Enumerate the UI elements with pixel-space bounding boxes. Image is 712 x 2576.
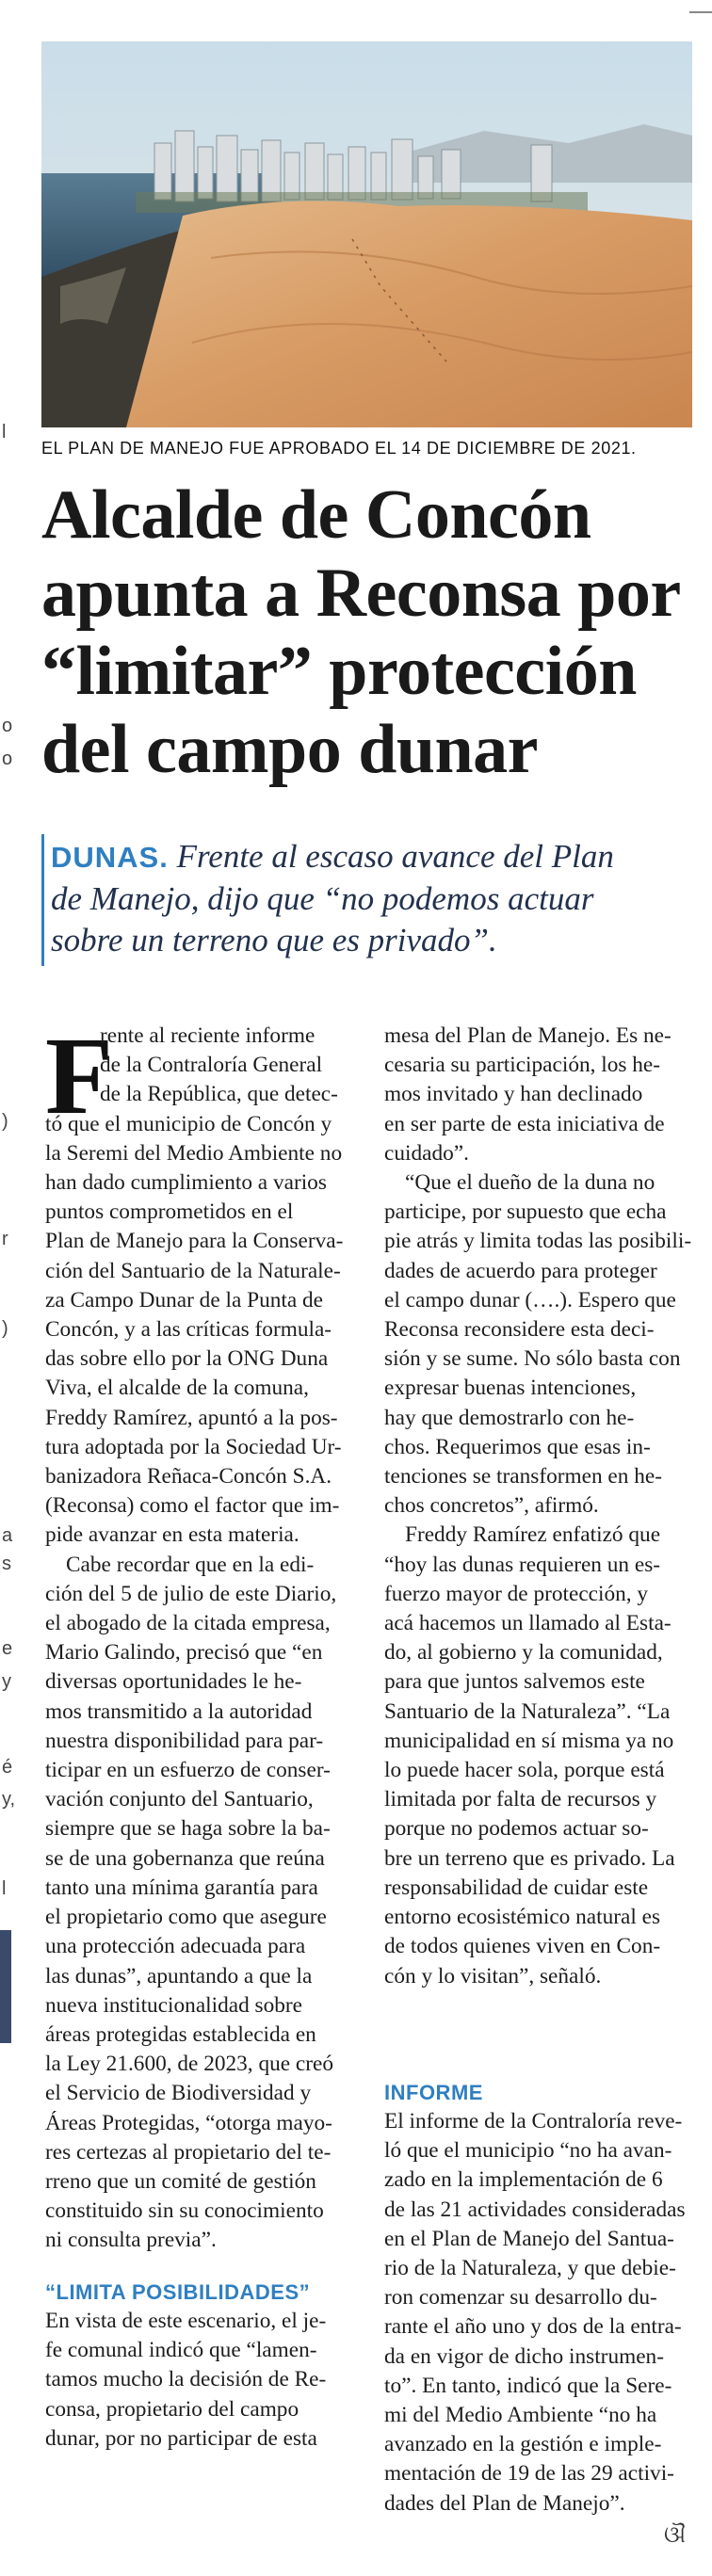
body-line: puntos comprometidos en el [45, 1199, 294, 1225]
body-line: Plan de Manejo para la Conserva- [45, 1229, 344, 1254]
body-line: tura adoptada por la Sociedad Ur- [45, 1434, 342, 1459]
body-line: el propietario como que asegure [45, 1905, 327, 1930]
end-mark-icon: ଔ [664, 2523, 687, 2548]
body-line: en el Plan de Manejo del Santua- [384, 2226, 674, 2251]
body-line: la Ley 21.600, de 2023, que creó [45, 2052, 333, 2077]
body-line: El informe de la Contraloría reve- [384, 2109, 683, 2133]
edge-char: e [2, 1638, 13, 1659]
body-line: lo puede hacer sola, porque está [384, 1758, 665, 1783]
body-line: el abogado de la citada empresa, [45, 1611, 331, 1636]
body-line: do, al gobierno y la comunidad, [384, 1640, 663, 1666]
body-line: para que juntos salvemos este [384, 1669, 645, 1695]
body-line: ni consulta previa”. [45, 2228, 217, 2253]
edge-char: l [2, 1878, 7, 1899]
body-line: cuidado”. [384, 1140, 469, 1166]
body-line: rreno que un comité de gestión [45, 2168, 316, 2194]
body-line: de todos quienes viven en Con- [384, 1934, 661, 1959]
body-line: tó que el municipio de Concón y [45, 1111, 332, 1136]
body-line: pie atrás y limita todas las posibili- [384, 1229, 692, 1254]
body-line: sión y se sume. No sólo basta con [384, 1346, 681, 1372]
body-line: Concón, y a las críticas formula- [45, 1317, 332, 1343]
column-right-continued [384, 2107, 695, 2519]
body-line: mesa del Plan de Manejo. Es ne- [384, 1023, 672, 1048]
edge-char: o [2, 749, 13, 769]
body-line: porque no podemos actuar so- [384, 1816, 649, 1842]
body-line: diversas oportunidades le he- [45, 1669, 302, 1695]
body-line: en ser parte de esta iniciativa de [384, 1111, 665, 1136]
body-line: expresar buenas intenciones, [384, 1376, 637, 1401]
subhead-limita: “LIMITA POSIBILIDADES” [45, 2280, 311, 2304]
body-line: han dado cumplimiento a varios [45, 1170, 327, 1196]
column-left [45, 1014, 360, 2256]
body-line: limitada por falta de recursos y [384, 1787, 657, 1812]
headline-line: del campo dunar [41, 711, 539, 788]
body-line: el Servicio de Biodiversidad y [45, 2081, 312, 2106]
body-line: Viva, el alcalde de la comuna, [45, 1376, 309, 1401]
body-line: Santuario de la Naturaleza”. “La [384, 1699, 671, 1724]
body-line: tamos mucho la decisión de Re- [45, 2367, 327, 2392]
body-line: ción del Santuario de la Naturale- [45, 1258, 341, 1283]
edge-char: y [2, 1671, 11, 1692]
edge-char: ) [2, 1111, 8, 1132]
adjacent-column-fragment [0, 0, 21, 2576]
body-line: nuestra disponibilidad para par- [45, 1728, 324, 1753]
edge-char: l [2, 422, 7, 443]
body-line: hay que demostrarlo con he- [384, 1405, 635, 1430]
body-line: Reconsa reconsidere esta deci- [384, 1317, 655, 1343]
edge-char: ) [2, 1318, 8, 1339]
body-line: se de una gobernanza que reúna [45, 1845, 325, 1871]
drop-cap: F [45, 1014, 114, 1137]
body-line: de la República, que detec- [100, 1082, 338, 1107]
body-line: tanto una mínima garantía para [45, 1875, 318, 1900]
body-line: vación conjunto del Santuario, [45, 1787, 314, 1812]
top-rule [689, 0, 712, 13]
edge-char: y, [2, 1789, 16, 1810]
body-line: chos. Requerimos que esas in- [384, 1434, 651, 1459]
body-line: dades de acuerdo para proteger [384, 1258, 657, 1283]
body-line: de las 21 actividades consideradas [384, 2197, 686, 2222]
body-line: pide avanzar en esta materia. [45, 1522, 299, 1548]
edge-char: a [2, 1525, 13, 1546]
column-right [384, 1022, 695, 1991]
body-line: cesaria su participación, los he- [384, 1053, 661, 1078]
body-line: Freddy Ramírez, apuntó a la pos- [45, 1405, 338, 1430]
dune-landscape-illustration [41, 41, 692, 427]
body-line: responsabilidad de cuidar este [384, 1875, 649, 1900]
body-line: áreas protegidas establecida en [45, 2021, 316, 2047]
edge-char: é [2, 1757, 13, 1778]
lead-line: de Manejo, dijo que “no podemos actuar [51, 880, 594, 917]
body-line: rio de la Naturaleza, y que debie- [384, 2256, 676, 2281]
lead-kicker: DUNAS. [51, 841, 169, 874]
body-line: Cabe recordar que en la edi- [66, 1552, 315, 1577]
body-line: ticipar en un esfuerzo de conser- [45, 1758, 331, 1783]
body-line: siempre que se haga sobre la ba- [45, 1816, 331, 1842]
body-line: (Reconsa) como el factor que im- [45, 1493, 340, 1519]
body-line: consa, propietario del campo [45, 2396, 299, 2422]
headline-line: apunta a Reconsa por [41, 555, 681, 632]
body-line: mos invitado y han declinado [384, 1082, 643, 1107]
lead-paragraph [51, 836, 691, 961]
body-line: mentación de 19 de las 29 activi- [384, 2461, 674, 2487]
body-line: mos transmitido a la autoridad [45, 1699, 313, 1724]
body-line: Freddy Ramírez enfatizó que [405, 1522, 661, 1548]
body-line: “hoy las dunas requieren un es- [384, 1552, 661, 1577]
headline [41, 476, 701, 789]
lead-text: Frente al escaso avance del Plan [168, 838, 614, 875]
headline-line: “limitar” protección [41, 633, 637, 710]
edge-char: r [2, 1229, 8, 1249]
body-line: zado en la implementación de 6 [384, 2167, 663, 2193]
body-line: dunar, por no participar de esta [45, 2425, 317, 2451]
body-line: mi del Medio Ambiente “no ha [384, 2403, 657, 2428]
lead-line: sobre un terreno que es privado”. [51, 922, 497, 958]
body-line: to”. En tanto, indicó que la Sere- [384, 2373, 672, 2398]
body-line: dades del Plan de Manejo”. [384, 2490, 625, 2516]
body-line: constituido sin su conocimiento [45, 2198, 324, 2224]
body-line: banizadora Reñaca-Concón S.A. [45, 1464, 332, 1489]
body-line: rente al reciente informe [100, 1023, 316, 1048]
body-line: nueva institucionalidad sobre [45, 1992, 303, 2018]
body-line: “Que el dueño de la duna no [405, 1170, 655, 1196]
body-line: En vista de este escenario, el je- [45, 2309, 327, 2333]
headline-line: Alcalde de Concón [41, 476, 591, 554]
body-line: acá hacemos un llamado al Esta- [384, 1611, 672, 1636]
body-line: ron comenzar su desarrollo du- [384, 2285, 657, 2310]
body-line: fe comunal indicó que “lamen- [45, 2338, 317, 2363]
edge-char: o [2, 716, 13, 736]
body-line: una protección adecuada para [45, 1934, 306, 1959]
body-line: da en vigor de dicho instrumen- [384, 2343, 664, 2369]
subhead-informe: INFORME [384, 2081, 483, 2104]
body-line: res certezas al propietario del te- [45, 2139, 332, 2165]
body-line: za Campo Dunar de la Punta de [45, 1287, 323, 1312]
body-line: rante el año uno y dos de la entra- [384, 2314, 682, 2340]
body-line: la Seremi del Medio Ambiente no [45, 1140, 343, 1166]
adjacent-photo-fragment [0, 1930, 11, 2043]
dune-photo [41, 41, 692, 427]
body-line: el campo dunar (….). Espero que [384, 1287, 676, 1312]
body-line: fuerzo mayor de protección, y [384, 1581, 649, 1606]
body-line: de la Contraloría General [100, 1053, 323, 1078]
body-line: las dunas”, apuntando a que la [45, 1963, 313, 1988]
body-line: participe, por supuesto que echa [384, 1199, 667, 1225]
body-line: das sobre ello por la ONG Duna [45, 1346, 329, 1372]
body-line: municipalidad en sí misma ya no [384, 1728, 674, 1753]
body-line: tenciones se transformen en he- [384, 1464, 662, 1489]
lead-line [51, 836, 691, 878]
photo-caption: EL PLAN DE MANEJO FUE APROBADO EL 14 DE DICIEMBRE DE 2021. [41, 439, 637, 458]
body-line: Áreas Protegidas, “otorga mayo- [45, 2110, 332, 2135]
body-line: entorno ecosistémico natural es [384, 1905, 661, 1930]
body-line: ló que el municipio “no ha avan- [384, 2138, 672, 2164]
body-line: chos concretos”, afirmó. [384, 1493, 599, 1519]
edge-char: s [2, 1554, 11, 1574]
body-line: avanzado en la gestión e imple- [384, 2432, 662, 2457]
body-line: Mario Galindo, precisó que “en [45, 1640, 323, 1666]
column-left-continued [45, 2307, 360, 2454]
body-line: ción del 5 de julio de este Diario, [45, 1581, 337, 1606]
body-line: bre un terreno que es privado. La [384, 1845, 675, 1871]
body-line: cón y lo visitan”, señaló. [384, 1963, 602, 1988]
lead-rule [41, 834, 44, 966]
